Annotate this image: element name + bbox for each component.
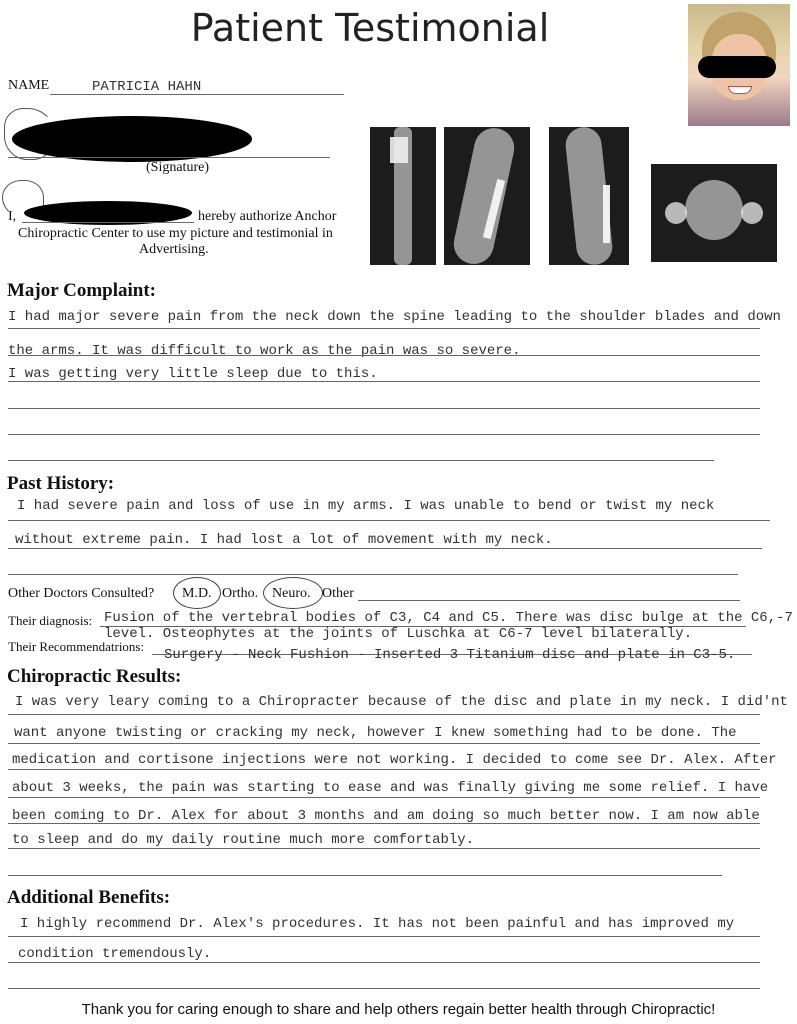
ruled-line [8,988,760,989]
ruled-line [8,520,770,521]
ruled-line [8,936,760,937]
ruled-line [8,328,760,329]
major-complaint-heading: Major Complaint: [7,280,156,301]
benefits-line: I highly recommend Dr. Alex's procedures. It has not been painful and has improved my [20,916,735,932]
past-history-line: without extreme pain. I had lost a lot of movement with my neck. [15,532,553,548]
major-complaint-line: I was getting very little sleep due to this. [8,366,378,382]
option-other: Other [322,586,354,601]
ruled-line [8,548,762,549]
ruled-line [8,434,760,435]
ruled-line [8,962,760,963]
circle-mark-neuro [263,577,323,609]
results-line: medication and cortisone injections were not working. I decided to come see Dr. Alex. After [12,752,777,768]
name-line [50,94,344,95]
ruled-line [8,460,714,461]
past-history-heading: Past History: [7,473,115,494]
results-line: I was very leary coming to a Chiropracter because of the disc and plate in my neck. I did'nt [15,694,788,710]
ruled-line [8,769,760,770]
name-label: NAME [8,78,50,93]
option-neuro: Neuro. [272,586,311,601]
xray-image-1 [370,127,436,265]
option-md: M.D. [182,586,212,601]
xray-image-3 [549,127,629,265]
ruled-line [8,797,760,798]
ruled-line [8,743,760,744]
results-line: to sleep and do my daily routine much more comfortably. [12,832,475,848]
ruled-line [8,875,722,876]
signature-redaction [12,116,252,162]
other-doctors-label: Other Doctors Consulted? [8,586,155,601]
major-complaint-line: the arms. It was difficult to work as the pain was so severe. [8,343,521,359]
name-value: PATRICIA HAHN [92,79,202,95]
authorization-line2: Chiropractic Center to use my picture and testimonial in [18,226,333,241]
chiropractic-results-heading: Chiropractic Results: [7,666,182,687]
face-redaction [698,56,776,78]
patient-photo [688,4,790,126]
recommendations-label: Their Recommendatrions: [8,639,145,654]
authorization-line1: hereby authorize Anchor [198,209,337,224]
ruled-line [8,823,760,824]
xray-image-4 [651,164,777,262]
results-line: been coming to Dr. Alex for about 3 months and am doing so much better now. I am now able [12,808,760,824]
major-complaint-line: I had major severe pain from the neck down the spine leading to the shoulder blades and down [8,309,781,325]
xray-image-2 [444,127,530,265]
ruled-line [8,848,760,849]
results-line: about 3 weeks, the pain was starting to ease and was finally giving me some relief. I have [12,780,769,796]
past-history-line: I had severe pain and loss of use in my arms. I was unable to bend or twist my neck [17,498,715,514]
diagnosis-line: Fusion of the vertebral bodies of C3, C4 and C5. There was disc bulge at the C6,-7 [104,610,793,626]
ruled-line [8,408,760,409]
signature-caption: (Signature) [146,160,209,175]
option-ortho: Ortho. [222,586,259,601]
authorization-line [22,222,194,223]
circle-mark-md [173,577,221,609]
ruled-line [8,574,738,575]
authorization-line3: Advertising. [139,242,209,257]
recommendations-value: Surgery - Neck Fushion - Inserted 3 Titanium disc and plate in C3-5. [164,647,736,663]
ruled-line [8,714,760,715]
additional-benefits-heading: Additional Benefits: [7,887,171,908]
signature-line [8,157,330,158]
results-line: want anyone twisting or cracking my neck, however I knew something had to be done. The [14,725,737,741]
ruled-line [358,600,740,601]
ruled-line [8,381,760,382]
authorization-prefix: I, [8,209,17,224]
benefits-line: condition tremendously. [18,946,212,962]
diagnosis-label: Their diagnosis: [8,613,93,628]
ruled-line [8,355,760,356]
page-title: Patient Testimonial [190,6,550,50]
footer-message: Thank you for caring enough to share and help others regain better health through Chiropractic! [81,1001,716,1018]
diagnosis-line: level. Osteophytes at the joints of Luschka at C6-7 level bilaterally. [104,626,693,642]
